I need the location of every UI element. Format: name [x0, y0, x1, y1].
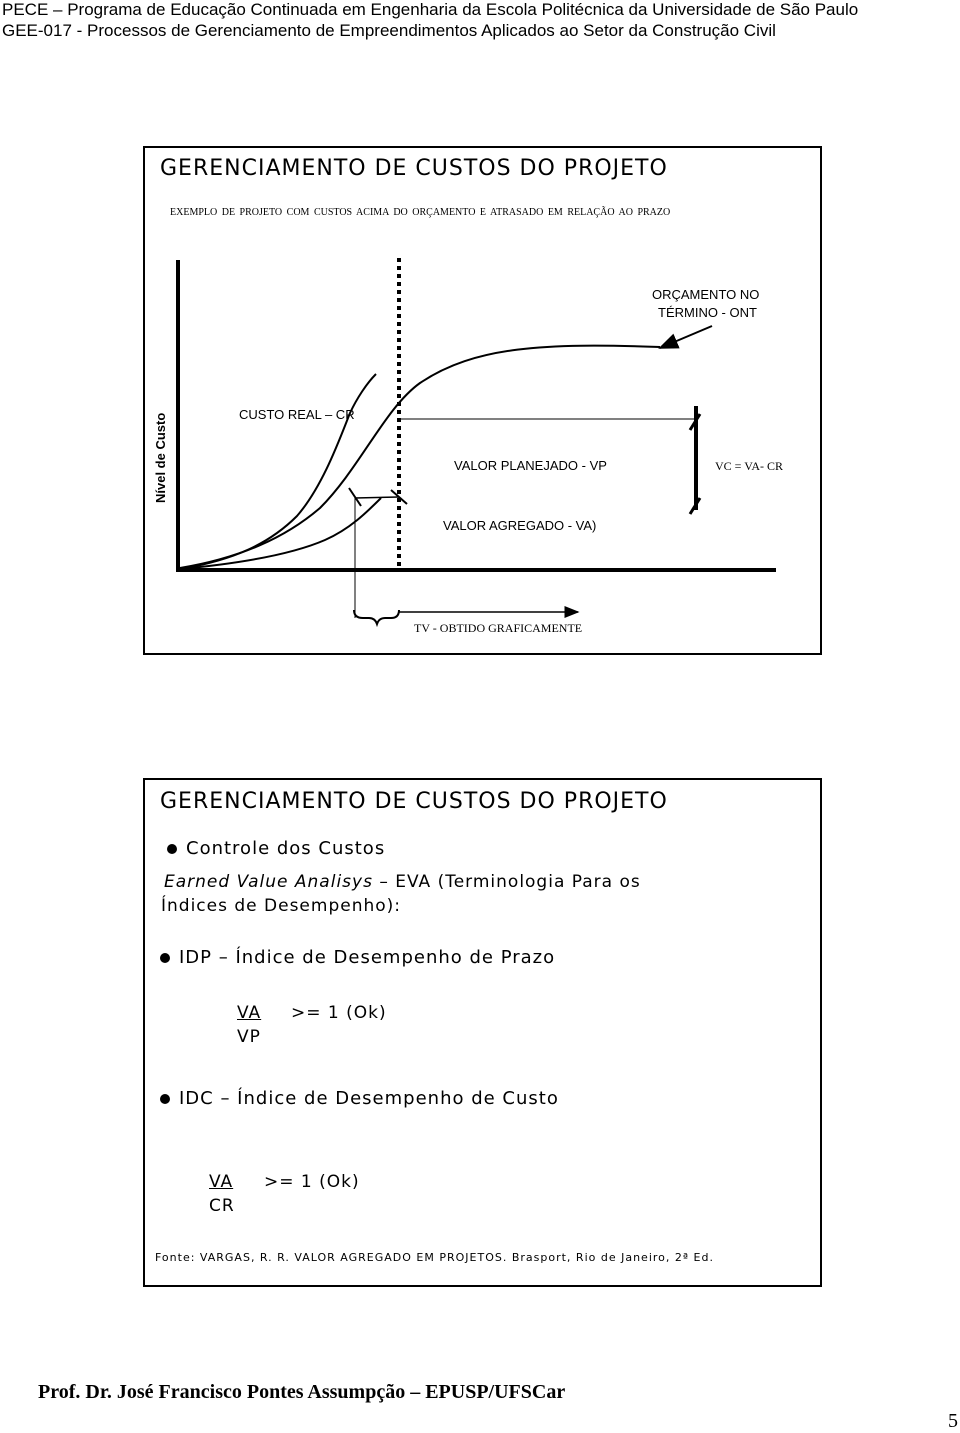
time-variance-label: TV - OBTIDO GRAFICAMENTE [414, 621, 583, 635]
header-course-line: GEE-017 - Processos de Gerenciamento de Empreendimentos Aplicados ao Setor da Construção Civil [2, 21, 776, 40]
slide-title: GERENCIAMENTO DE CUSTOS DO PROJETO [160, 789, 668, 814]
cost-variance-label: VC = VA- CR [715, 459, 784, 473]
slide-title: GERENCIAMENTO DE CUSTOS DO PROJETO [160, 156, 668, 181]
bullet-dot [160, 1094, 170, 1104]
idp-numerator: VA [237, 1003, 262, 1023]
earned-value-diagram [145, 148, 820, 653]
idc-condition: >= 1 (Ok) [264, 1172, 360, 1192]
earned-value-label: VALOR AGREGADO - VA) [443, 518, 597, 533]
eva-italic-term: Earned Value Analisys [164, 872, 373, 892]
bullet-label: Controle dos Custos [186, 838, 386, 859]
idp-denominator: VP [237, 1027, 261, 1047]
eva-rest: – EVA (Terminologia Para os [372, 872, 641, 892]
actual-cost-curve [180, 374, 376, 569]
planned-value-curve [180, 346, 660, 568]
idp-condition: >= 1 (Ok) [291, 1003, 387, 1023]
ont-label-line1: ORÇAMENTO NO [652, 287, 760, 302]
planned-value-label: VALOR PLANEJADO - VP [454, 458, 607, 473]
slide-subtitle: EXEMPLO DE PROJETO COM CUSTOS ACIMA DO ORÇAMENTO E ATRASADO EM RELAÇÃO AO PRAZO [170, 207, 671, 218]
actual-cost-label: CUSTO REAL – CR [239, 407, 355, 422]
idp-title: IDP – Índice de Desempenho de Prazo [179, 947, 556, 968]
ont-pointer [660, 326, 712, 348]
slide-earned-value-diagram [143, 146, 822, 655]
eva-line [164, 872, 641, 892]
bullet-idp [160, 947, 555, 968]
page-number: 5 [948, 1410, 958, 1432]
y-axis-label: Nível de Custo [153, 412, 168, 503]
source-citation: Fonte: VARGAS, R. R. VALOR AGREGADO EM PROJETOS. Brasport, Rio de Janeiro, 2ª Ed. [155, 1251, 714, 1264]
tv-brace [354, 610, 399, 624]
bullet-idc [160, 1088, 559, 1109]
ont-label-line2: TÉRMINO - ONT [658, 305, 757, 320]
header-program-line: PECE – Programa de Educação Continuada em Engenharia da Escola Politécnica da Universidade de São Paulo [2, 0, 859, 19]
vp-va-link [355, 497, 399, 498]
bullet-dot [167, 844, 177, 854]
slide-performance-indices [143, 778, 822, 1287]
idc-denominator: CR [209, 1196, 235, 1216]
earned-value-curve [180, 498, 381, 569]
idc-numerator: VA [209, 1172, 234, 1192]
bullet-dot [160, 953, 170, 963]
author-footer: Prof. Dr. José Francisco Pontes Assumpção – EPUSP/UFSCar [38, 1381, 566, 1403]
eva-line-2: Índices de Desempenho): [161, 896, 402, 916]
idc-title: IDC – Índice de Desempenho de Custo [179, 1088, 559, 1109]
bullet-cost-control [167, 838, 385, 859]
